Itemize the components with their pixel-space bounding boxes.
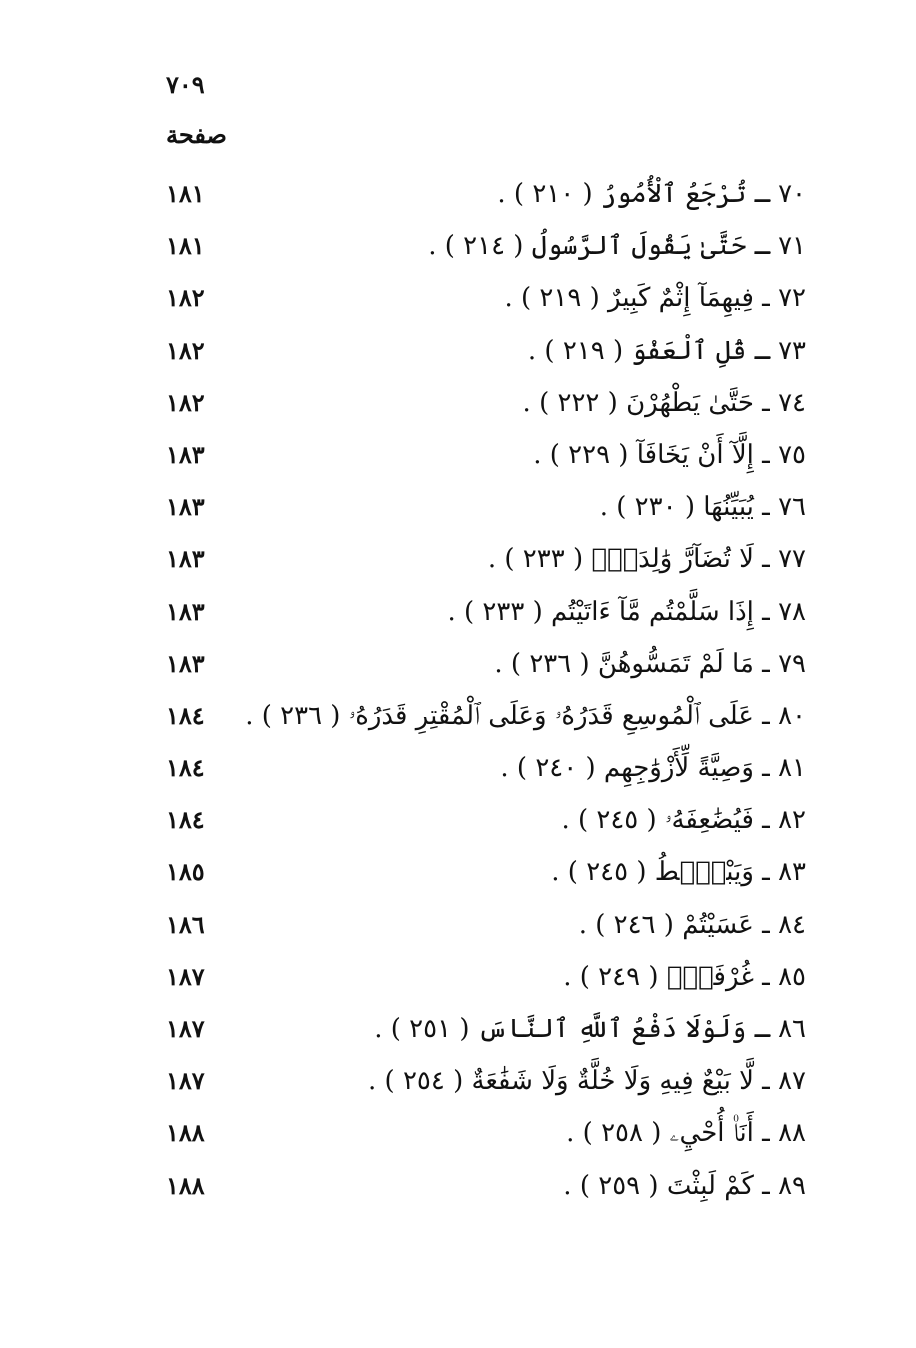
entry-text: ٧٣ ـ قُلِ ٱلْعَفْوَ ( ٢١٩ ) .	[527, 335, 806, 366]
entry-text: ٨٧ ـ لَّا بَيْعٌ فِيهِ وَلَا خُلَّةٌ وَلَا شَفَٰعَةٌ ( ٢٥٤ ) .	[368, 1066, 806, 1097]
page-number: ٧٠٩	[166, 70, 205, 99]
entry-page: ١٨٦	[166, 909, 205, 939]
entry-text: ٨١ ـ وَصِيَّةً لِّأَزْوَٰجِهِم ( ٢٤٠ ) .	[500, 753, 806, 784]
list-item	[0, 1160, 916, 1212]
entry-page: ١٨٤	[166, 700, 205, 730]
list-item	[0, 325, 916, 377]
entry-page: ١٨٧	[166, 1014, 205, 1043]
entry-page: ١٨٣	[166, 492, 205, 522]
entry-page: ١٨٢	[166, 335, 205, 365]
list-item	[0, 1107, 916, 1159]
list-item	[0, 1055, 916, 1107]
entry-page: ١٨٧	[166, 961, 205, 991]
list-item	[0, 377, 916, 429]
entry-text: ٨٥ ـ غُرْفَةًۢ ( ٢٤٩ ) .	[563, 961, 806, 992]
list-item	[0, 168, 916, 220]
entry-page: ١٨٣	[166, 596, 205, 626]
list-item	[0, 1003, 916, 1055]
list-item	[0, 220, 916, 272]
list-item	[0, 951, 916, 1003]
list-item	[0, 899, 916, 951]
entry-text: ٧٩ ـ مَا لَمْ تَمَسُّوهُنَّ ( ٢٣٦ ) .	[494, 648, 806, 679]
entry-text: ٨٠ ـ عَلَى ٱلْمُوسِعِ قَدَرُهُۥ وَعَلَى ٱلْمُقْتِرِ قَدَرُهُۥ ( ٢٣٦ ) .	[245, 700, 806, 731]
entry-text: ٨٨ ـ أَنَا۠ أُحْيِۦ ( ٢٥٨ ) .	[566, 1118, 806, 1149]
entry-page: ١٨٥	[166, 857, 205, 887]
entry-text: ٧٦ ـ يُبَيِّنُهَا ( ٢٣٠ ) .	[599, 492, 806, 523]
entry-page: ١٨٤	[166, 805, 205, 835]
entry-page: ١٨٣	[166, 544, 205, 574]
entry-page: ١٨٧	[166, 1066, 205, 1096]
entry-text: ٧٠ ـ تُرْجَعُ ٱلْأُمُورُ ( ٢١٠ ) .	[497, 179, 806, 209]
list-item	[0, 638, 916, 690]
list-item	[0, 846, 916, 898]
entry-text: ٧١ ـ حَتَّىٰ يَقُولَ ٱلرَّسُولُ ( ٢١٤ ) .	[428, 231, 806, 262]
entry-page: ١٨٤	[166, 753, 205, 783]
list-item	[0, 690, 916, 742]
entry-text: ٧٥ ـ إِلَّآ أَنْ يَخَافَآ ( ٢٢٩ ) .	[533, 439, 806, 470]
entry-text: ٨٦ ـ وَلَوْلَا دَفْعُ ٱللَّهِ ٱلنَّاسَ ( ٢٥١ ) .	[374, 1014, 806, 1044]
entry-page: ١٨٣	[166, 648, 205, 678]
entry-text: ٧٧ ـ لَا تُضَآرَّ وَٰلِدَةٌۢ ( ٢٣٣ ) .	[487, 544, 806, 575]
list-item	[0, 794, 916, 846]
list-item	[0, 742, 916, 794]
list-item	[0, 272, 916, 324]
list-item	[0, 586, 916, 638]
entry-page: ١٨٢	[166, 387, 205, 417]
entry-text: ٨٩ ـ كَمْ لَبِثْتَ ( ٢٥٩ ) .	[563, 1170, 806, 1201]
list-item	[0, 533, 916, 585]
list-item	[0, 429, 916, 481]
entry-text: ٧٨ ـ إِذَا سَلَّمْتُم مَّآ ءَاتَيْتُم ( ٢٣٣ ) .	[447, 596, 806, 627]
entry-text: ٧٤ ـ حَتَّىٰ يَطْهُرْنَ ( ٢٢٢ ) .	[522, 387, 806, 418]
entry-page: ١٨١	[166, 179, 205, 208]
entry-page: ١٨٨	[166, 1118, 205, 1148]
entry-page: ١٨٢	[166, 283, 205, 313]
entry-text: ٧٢ ـ فِيهِمَآ إِثْمٌ كَبِيرٌ ( ٢١٩ ) .	[504, 283, 806, 314]
entry-list	[0, 168, 916, 1212]
entry-page: ١٨٨	[166, 1170, 205, 1200]
entry-text: ٨٣ ـ وَيَبْصُۜطُ ( ٢٤٥ ) .	[551, 857, 806, 888]
entry-page: ١٨٣	[166, 439, 205, 469]
page-column-header: صفحة	[166, 120, 227, 149]
entry-page: ١٨١	[166, 231, 205, 261]
entry-text: ٨٢ ـ فَيُضَٰعِفَهُۥ ( ٢٤٥ ) .	[561, 805, 806, 836]
list-item	[0, 481, 916, 533]
entry-text: ٨٤ ـ عَسَيْتُمْ ( ٢٤٦ ) .	[578, 909, 806, 940]
